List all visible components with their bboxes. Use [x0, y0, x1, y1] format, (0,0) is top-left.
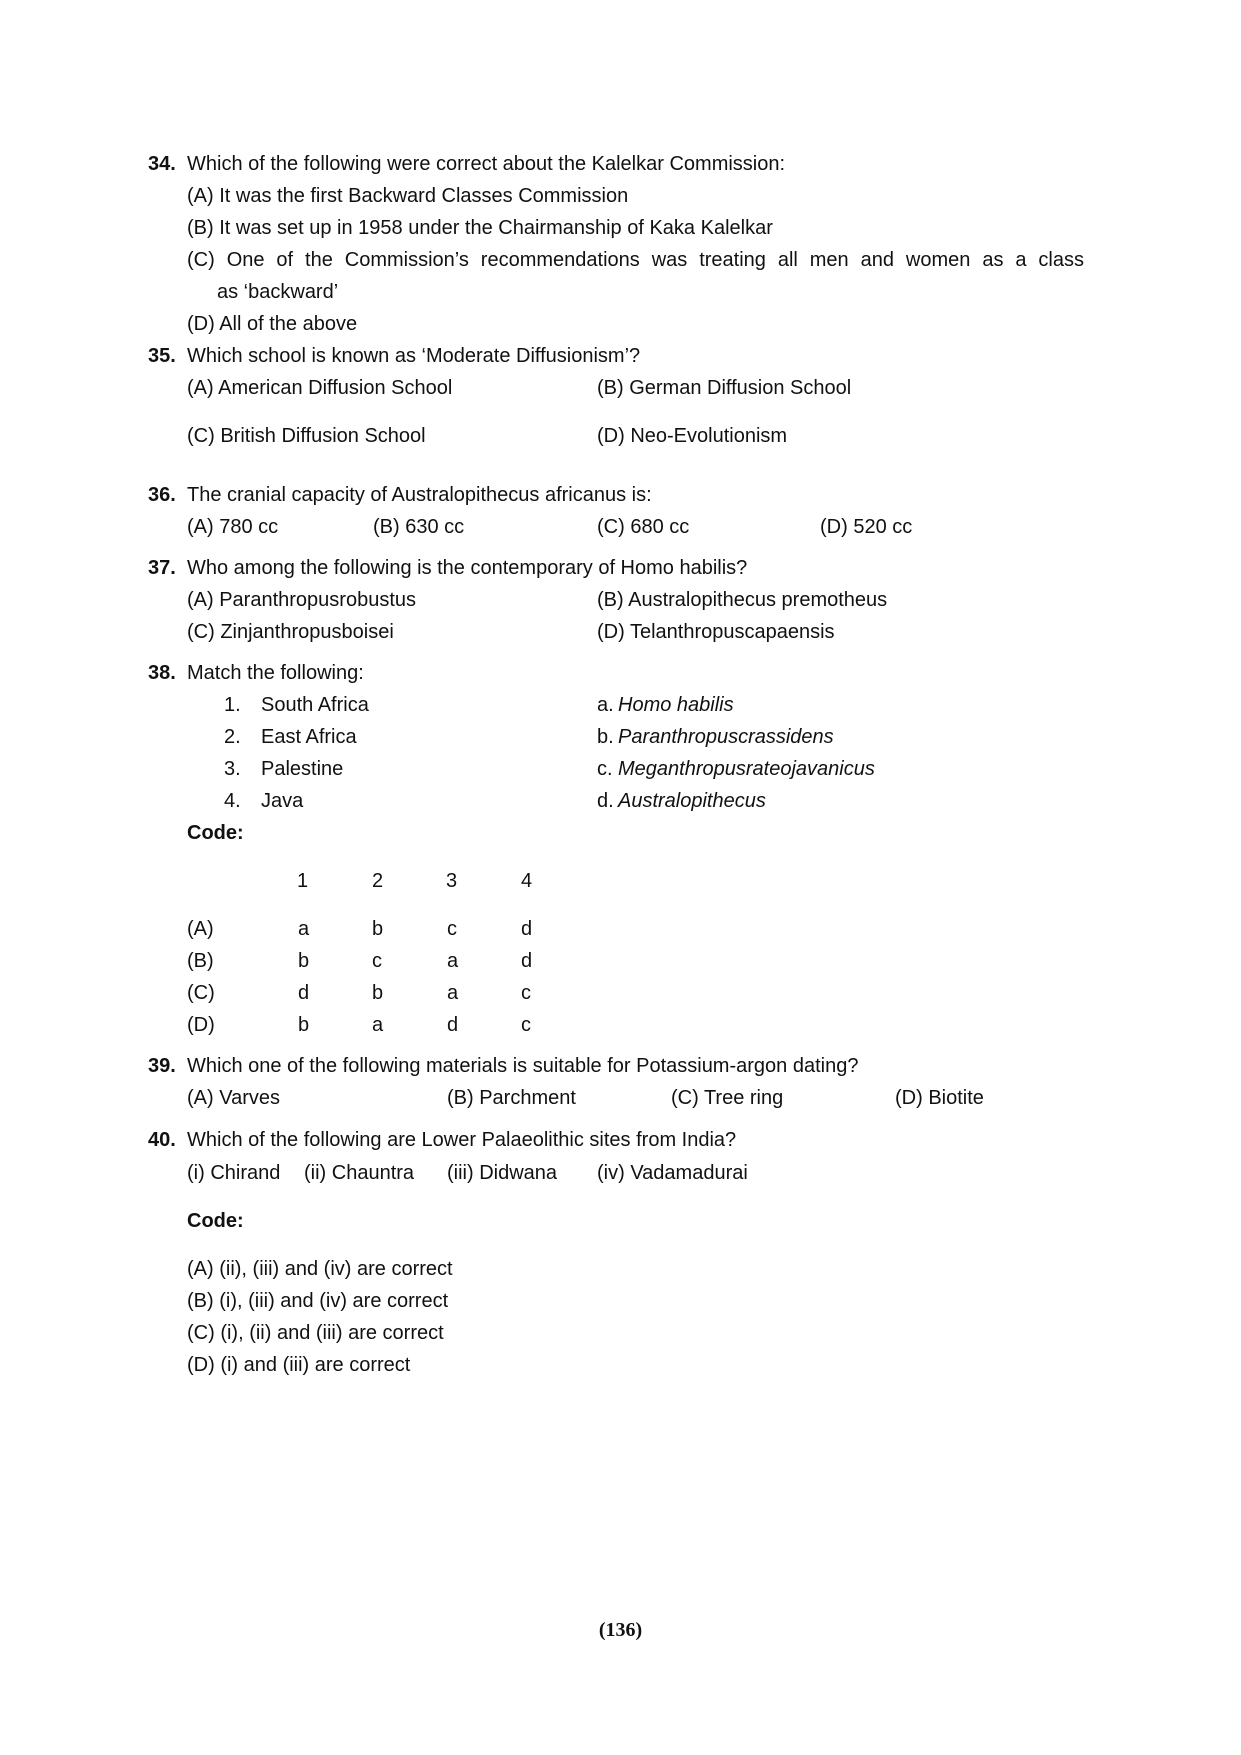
q39-option-c: (C) Tree ring	[671, 1087, 784, 1109]
q37-option-d: (D) Telanthropuscapaensis	[597, 621, 835, 643]
code-cell: a	[447, 982, 459, 1004]
code-row-option: (D)	[187, 1014, 215, 1036]
q39-option-d: (D) Biotite	[895, 1087, 984, 1109]
code-cell: d	[447, 1014, 459, 1036]
match-right-letter: c.	[597, 758, 613, 780]
q34-option-d: (D) All of the above	[187, 313, 358, 335]
code-cell: a	[447, 950, 459, 972]
code-header-cell: 2	[372, 870, 384, 892]
q40-site-iii: (iii) Didwana	[447, 1162, 558, 1184]
q40-site-i: (i) Chirand	[187, 1162, 281, 1184]
q37-text: Who among the following is the contemporary of Homo habilis?	[187, 557, 748, 579]
match-left-item: Palestine	[261, 758, 344, 780]
q34-number: 34.	[148, 153, 176, 175]
q35-option-a: (A) American Diffusion School	[187, 377, 453, 399]
q36-text: The cranial capacity of Australopithecus africanus is:	[187, 484, 652, 506]
q37-option-b: (B) Australopithecus premotheus	[597, 589, 888, 611]
code-header-cell: 4	[521, 870, 533, 892]
q38-number: 38.	[148, 662, 176, 684]
q36-option-a: (A) 780 cc	[187, 516, 279, 538]
code-header-cell: 3	[446, 870, 458, 892]
q37-number: 37.	[148, 557, 176, 579]
q39-number: 39.	[148, 1055, 176, 1077]
q40-site-ii: (ii) Chauntra	[304, 1162, 415, 1184]
match-left-item: Java	[261, 790, 304, 812]
q34-option-b: (B) It was set up in 1958 under the Chairmanship of Kaka Kalelkar	[187, 217, 773, 239]
code-cell: a	[298, 918, 310, 940]
match-right-item: Meganthropusrateojavanicus	[618, 758, 875, 780]
match-right-letter: d.	[597, 790, 614, 812]
match-right-letter: b.	[597, 726, 614, 748]
q35-option-d: (D) Neo-Evolutionism	[597, 425, 788, 447]
q35-option-c: (C) British Diffusion School	[187, 425, 426, 447]
page-number: (136)	[598, 1619, 643, 1641]
q37-option-a: (A) Paranthropusrobustus	[187, 589, 417, 611]
q40-code-label: Code:	[187, 1210, 244, 1232]
q34-option-c-line2: as ‘backward’	[217, 281, 339, 303]
code-cell: a	[372, 1014, 384, 1036]
q34-option-a: (A) It was the first Backward Classes Commission	[187, 185, 629, 207]
match-left-item: South Africa	[261, 694, 369, 716]
code-cell: d	[521, 950, 533, 972]
match-right-item: Homo habilis	[618, 694, 734, 716]
q40-option-b: (B) (i), (iii) and (iv) are correct	[187, 1290, 449, 1312]
code-header-cell: 1	[297, 870, 309, 892]
q40-option-d: (D) (i) and (iii) are correct	[187, 1354, 411, 1376]
q38-code-label: Code:	[187, 822, 244, 844]
code-cell: c	[372, 950, 382, 972]
match-right-letter: a.	[597, 694, 614, 716]
q39-text: Which one of the following materials is suitable for Potassium-argon dating?	[187, 1055, 859, 1077]
code-cell: d	[521, 918, 533, 940]
code-cell: c	[521, 1014, 531, 1036]
code-cell: d	[298, 982, 310, 1004]
code-cell: b	[372, 982, 384, 1004]
q38-text: Match the following:	[187, 662, 364, 684]
code-cell: c	[447, 918, 457, 940]
q40-text: Which of the following are Lower Palaeolithic sites from India?	[187, 1129, 737, 1151]
q36-option-b: (B) 630 cc	[373, 516, 465, 538]
q40-number: 40.	[148, 1129, 176, 1151]
code-cell: b	[298, 950, 310, 972]
q36-option-d: (D) 520 cc	[820, 516, 913, 538]
q35-text: Which school is known as ‘Moderate Diffusionism’?	[187, 345, 641, 367]
match-left-number: 3.	[224, 758, 241, 780]
q40-site-iv: (iv) Vadamadurai	[597, 1162, 748, 1184]
q36-option-c: (C) 680 cc	[597, 516, 690, 538]
q36-number: 36.	[148, 484, 176, 506]
match-right-item: Australopithecus	[618, 790, 766, 812]
match-left-number: 1.	[224, 694, 241, 716]
q37-option-c: (C) Zinjanthropusboisei	[187, 621, 394, 643]
q40-option-c: (C) (i), (ii) and (iii) are correct	[187, 1322, 444, 1344]
code-row-option: (C)	[187, 982, 215, 1004]
q39-option-b: (B) Parchment	[447, 1087, 576, 1109]
code-cell: b	[372, 918, 384, 940]
code-row-option: (A)	[187, 918, 214, 940]
q40-option-a: (A) (ii), (iii) and (iv) are correct	[187, 1258, 453, 1280]
match-left-item: East Africa	[261, 726, 357, 748]
q35-option-b: (B) German Diffusion School	[597, 377, 852, 399]
match-left-number: 4.	[224, 790, 241, 812]
q35-number: 35.	[148, 345, 176, 367]
q39-option-a: (A) Varves	[187, 1087, 280, 1109]
match-right-item: Paranthropuscrassidens	[618, 726, 834, 748]
code-row-option: (B)	[187, 950, 214, 972]
q34-text: Which of the following were correct about the Kalelkar Commission:	[187, 153, 786, 175]
match-left-number: 2.	[224, 726, 241, 748]
code-cell: c	[521, 982, 531, 1004]
code-cell: b	[298, 1014, 310, 1036]
q34-option-c-line1: (C) One of the Commission’s recommendations was treating all men and women as a class	[187, 249, 1084, 271]
